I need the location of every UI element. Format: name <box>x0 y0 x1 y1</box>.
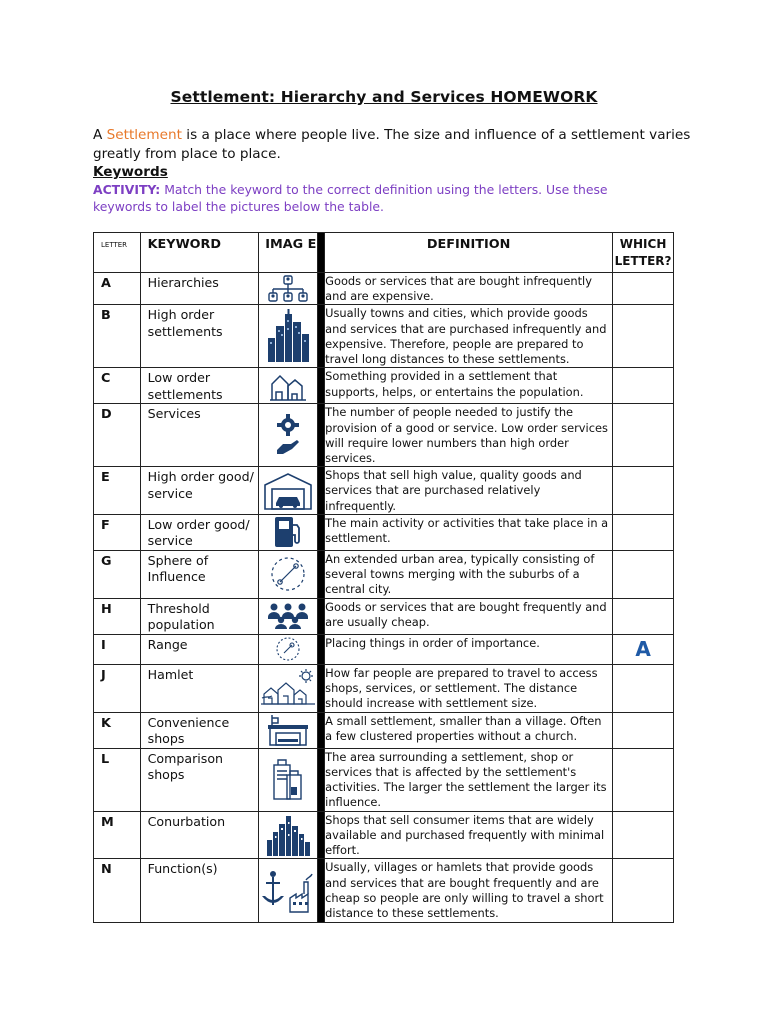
row-image <box>259 305 318 368</box>
which-letter-cell[interactable] <box>613 273 674 305</box>
table-row <box>94 368 674 404</box>
row-letter: C <box>94 368 141 404</box>
row-definition: A small settlement, smaller than a village. Often a few clustered properties without a church. <box>325 712 613 748</box>
row-image <box>259 404 318 467</box>
car-showroom-icon <box>259 471 317 511</box>
column-divider <box>318 550 325 598</box>
which-letter-cell[interactable] <box>613 404 674 467</box>
table-row <box>94 598 674 634</box>
table-row <box>94 467 674 515</box>
column-divider <box>318 634 325 664</box>
row-keyword: Low order settlements <box>140 368 259 404</box>
column-divider <box>318 467 325 515</box>
which-letter-cell[interactable] <box>613 664 674 712</box>
keywords-heading: Keywords <box>93 164 168 180</box>
row-keyword: Threshold population <box>140 598 259 634</box>
header-keyword: KEYWORD <box>140 233 259 273</box>
city-skyline-icon <box>259 308 317 364</box>
table-row <box>94 514 674 550</box>
row-definition: Usually towns and cities, which provide goods and services that are purchased infrequently and expensive. Therefore, people are prepared to travel long distances to these settlements. <box>325 305 613 368</box>
keyword-table <box>93 232 674 923</box>
row-definition: Usually, villages or hamlets that provide goods and services that are bought frequently and are cheap so people are only willing to travel a short distance to these settlements. <box>325 859 613 923</box>
column-divider <box>318 598 325 634</box>
header-definition: DEFINITION <box>325 233 613 273</box>
crowd-icon <box>259 602 317 630</box>
header-letter: LETTER <box>94 233 141 273</box>
which-letter-cell[interactable] <box>613 712 674 748</box>
row-image <box>259 467 318 515</box>
table-row <box>94 859 674 923</box>
row-definition: Shops that sell consumer items that are widely available and purchased frequently with minimal effort. <box>325 811 613 859</box>
row-definition: Shops that sell high value, quality goods and services that are purchased relatively infrequently. <box>325 467 613 515</box>
column-divider <box>318 368 325 404</box>
table-row <box>94 748 674 811</box>
row-keyword: Hamlet <box>140 664 259 712</box>
hierarchy-icon <box>259 274 317 304</box>
village-icon <box>259 370 317 402</box>
row-definition: Something provided in a settlement that supports, helps, or entertains the population. <box>325 368 613 404</box>
table-row <box>94 811 674 859</box>
which-letter-cell[interactable] <box>613 467 674 515</box>
column-divider <box>318 273 325 305</box>
fuel-pump-icon <box>259 515 317 549</box>
row-letter: N <box>94 859 141 923</box>
gear-hand-icon <box>259 412 317 458</box>
table-row <box>94 712 674 748</box>
row-letter: E <box>94 467 141 515</box>
table-row <box>94 634 674 664</box>
shop-front-icon <box>259 713 317 747</box>
radius-circle-icon <box>259 554 317 594</box>
row-definition: The main activity or activities that take place in a settlement. <box>325 514 613 550</box>
row-letter: J <box>94 664 141 712</box>
page-title: Settlement: Hierarchy and Services HOMEWORK <box>170 88 598 106</box>
row-image <box>259 550 318 598</box>
row-letter: G <box>94 550 141 598</box>
which-letter-cell[interactable] <box>613 598 674 634</box>
table-row <box>94 305 674 368</box>
row-image <box>259 368 318 404</box>
row-image <box>259 664 318 712</box>
row-image <box>259 811 318 859</box>
which-letter-cell[interactable] <box>613 859 674 923</box>
row-image <box>259 748 318 811</box>
intro-prefix: A <box>93 127 107 143</box>
row-letter: A <box>94 273 141 305</box>
row-image <box>259 859 318 923</box>
row-keyword: Conurbation <box>140 811 259 859</box>
which-letter-cell[interactable] <box>613 514 674 550</box>
column-divider <box>318 748 325 811</box>
row-keyword: Convenience shops <box>140 712 259 748</box>
row-image <box>259 634 318 664</box>
row-definition: The area surrounding a settlement, shop or services that is affected by the settlement's activities. The larger the settlement the larger its influence. <box>325 748 613 811</box>
row-definition: Goods or services that are bought infrequently and are expensive. <box>325 273 613 305</box>
column-divider <box>318 664 325 712</box>
row-letter: I <box>94 634 141 664</box>
row-keyword: Comparison shops <box>140 748 259 811</box>
row-keyword: Function(s) <box>140 859 259 923</box>
row-keyword: Low order good/ service <box>140 514 259 550</box>
row-definition: Placing things in order of importance. <box>325 634 613 664</box>
anchor-factory-icon <box>259 868 317 914</box>
row-letter: M <box>94 811 141 859</box>
row-letter: D <box>94 404 141 467</box>
column-divider <box>318 514 325 550</box>
column-divider <box>318 305 325 368</box>
row-letter: K <box>94 712 141 748</box>
row-definition: Goods or services that are bought frequently and are usually cheap. <box>325 598 613 634</box>
row-definition: An extended urban area, typically consisting of several towns merging with the suburbs of a central city. <box>325 550 613 598</box>
table-row <box>94 404 674 467</box>
shopping-bags-icon <box>259 757 317 803</box>
column-divider <box>318 233 325 273</box>
which-letter-cell[interactable] <box>613 550 674 598</box>
row-definition: The number of people needed to justify the provision of a good or service. Low order services will require lower numbers than high order services. <box>325 404 613 467</box>
row-keyword: Range <box>140 634 259 664</box>
which-letter-cell[interactable] <box>613 748 674 811</box>
houses-sun-icon <box>259 668 317 708</box>
column-divider <box>318 404 325 467</box>
row-keyword: Hierarchies <box>140 273 259 305</box>
which-letter-cell[interactable]: A <box>613 634 674 664</box>
conurbation-icon <box>259 814 317 856</box>
row-letter: H <box>94 598 141 634</box>
column-divider <box>318 712 325 748</box>
intro-suffix: is a place where people live. The size and influence of a settlement varies greatly from place to place. <box>93 127 691 162</box>
activity-text: Match the keyword to the correct definition using the letters. Use these keywords to label the pictures below the table. <box>93 182 608 214</box>
row-image <box>259 712 318 748</box>
table-row <box>94 664 674 712</box>
row-keyword: High order good/ service <box>140 467 259 515</box>
table-row <box>94 550 674 598</box>
activity-instructions <box>93 182 653 215</box>
activity-label: ACTIVITY: <box>93 182 161 197</box>
header-which-letter: WHICH LETTER? <box>613 233 674 273</box>
row-image <box>259 514 318 550</box>
row-definition: How far people are prepared to travel to access shops, services, or settlement. The distance should increase with settlement size. <box>325 664 613 712</box>
row-keyword: Sphere of Influence <box>140 550 259 598</box>
row-keyword: High order settlements <box>140 305 259 368</box>
row-keyword: Services <box>140 404 259 467</box>
which-letter-cell[interactable] <box>613 305 674 368</box>
row-image <box>259 273 318 305</box>
which-letter-cell[interactable] <box>613 811 674 859</box>
which-letter-cell[interactable] <box>613 368 674 404</box>
column-divider <box>318 811 325 859</box>
row-letter: B <box>94 305 141 368</box>
row-letter: L <box>94 748 141 811</box>
table-row <box>94 273 674 305</box>
intro-paragraph <box>93 126 693 164</box>
row-image <box>259 598 318 634</box>
header-image: IMAG E <box>259 233 318 273</box>
column-divider <box>318 859 325 923</box>
intro-highlight: Settlement <box>106 127 182 143</box>
row-letter: F <box>94 514 141 550</box>
small-circle-icon <box>259 635 317 663</box>
